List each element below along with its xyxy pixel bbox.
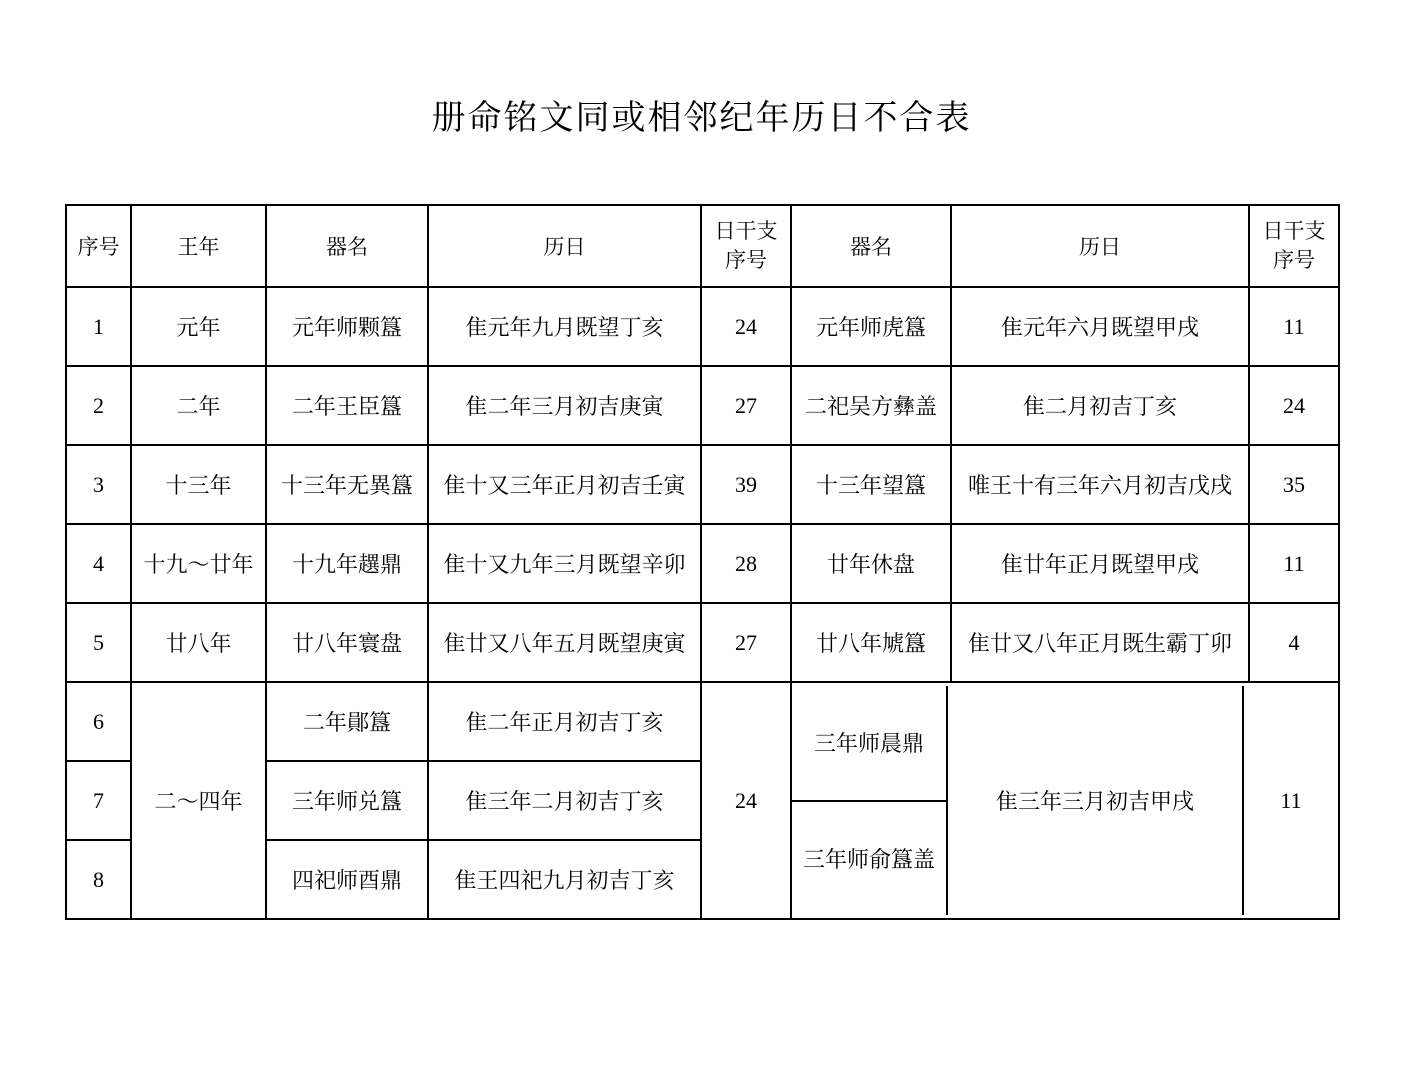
row5-ganzhi-right: 4 <box>1249 603 1339 682</box>
row1-ganzhi-left: 24 <box>701 287 791 366</box>
header-ganzhi-right-line1: 日干支 <box>1262 219 1326 243</box>
row7-vessel-left: 三年师兑簋 <box>266 761 428 840</box>
header-row <box>66 205 1339 287</box>
row4-vessel-left: 十九年趩鼎 <box>266 524 428 603</box>
row2-year: 二年 <box>131 366 266 445</box>
group-vessel-right-top: 三年师晨鼎 <box>792 686 946 802</box>
header-wangnian: 王年 <box>131 205 266 287</box>
row2-date-right: 隹二月初吉丁亥 <box>951 366 1249 445</box>
row1-no: 1 <box>66 287 131 366</box>
row5-no: 5 <box>66 603 131 682</box>
table-row <box>66 603 1339 682</box>
row4-vessel-right: 廿年休盘 <box>791 524 951 603</box>
row1-vessel-right: 元年师虎簋 <box>791 287 951 366</box>
row5-year: 廿八年 <box>131 603 266 682</box>
header-ganzhi-right <box>1249 205 1339 287</box>
row2-no: 2 <box>66 366 131 445</box>
row2-ganzhi-left: 27 <box>701 366 791 445</box>
row2-vessel-right: 二祀吴方彝盖 <box>791 366 951 445</box>
group-ganzhi-left: 24 <box>701 682 791 919</box>
group-right-vessels <box>792 686 948 915</box>
row5-ganzhi-left: 27 <box>701 603 791 682</box>
row8-vessel-left: 四祀师酉鼎 <box>266 840 428 919</box>
table-row <box>66 366 1339 445</box>
row7-date-left: 隹三年二月初吉丁亥 <box>428 761 701 840</box>
row1-vessel-left: 元年师颗簋 <box>266 287 428 366</box>
row3-vessel-left: 十三年无異簋 <box>266 445 428 524</box>
row3-date-left: 隹十又三年正月初吉壬寅 <box>428 445 701 524</box>
header-liri-right: 历日 <box>951 205 1249 287</box>
row4-year: 十九～廿年 <box>131 524 266 603</box>
row2-vessel-left: 二年王臣簋 <box>266 366 428 445</box>
row6-date-left: 隹二年正月初吉丁亥 <box>428 682 701 761</box>
row3-ganzhi-right: 35 <box>1249 445 1339 524</box>
row1-date-left: 隹元年九月既望丁亥 <box>428 287 701 366</box>
row5-date-right: 隹廿又八年正月既生霸丁卯 <box>951 603 1249 682</box>
row1-year: 元年 <box>131 287 266 366</box>
row7-no: 7 <box>66 761 131 840</box>
group-vessel-right-bottom: 三年师俞簋盖 <box>802 846 935 872</box>
table-row <box>66 682 1339 761</box>
row1-date-right: 隹元年六月既望甲戌 <box>951 287 1249 366</box>
row4-no: 4 <box>66 524 131 603</box>
row1-ganzhi-right: 11 <box>1249 287 1339 366</box>
group-ganzhi-right: 11 <box>1280 787 1302 813</box>
row4-ganzhi-right: 11 <box>1249 524 1339 603</box>
row8-date-left: 隹王四祀九月初吉丁亥 <box>428 840 701 919</box>
page-title: 册命铭文同或相邻纪年历日不合表 <box>431 100 972 137</box>
row2-ganzhi-right: 24 <box>1249 366 1339 445</box>
row3-no: 3 <box>66 445 131 524</box>
row3-year: 十三年 <box>131 445 266 524</box>
row4-date-right: 隹廿年正月既望甲戌 <box>951 524 1249 603</box>
header-liri-left: 历日 <box>428 205 701 287</box>
row3-vessel-right: 十三年望簋 <box>791 445 951 524</box>
row2-date-left: 隹二年三月初吉庚寅 <box>428 366 701 445</box>
header-qiming-left: 器名 <box>266 205 428 287</box>
header-ganzhi-left <box>701 205 791 287</box>
group-right-block <box>791 682 1339 919</box>
row5-vessel-right: 廿八年虓簋 <box>791 603 951 682</box>
row3-ganzhi-left: 39 <box>701 445 791 524</box>
row4-ganzhi-left: 28 <box>701 524 791 603</box>
row4-date-left: 隹十又九年三月既望辛卯 <box>428 524 701 603</box>
group-right-grid <box>792 686 1338 915</box>
group-date-right: 隹三年三月初吉甲戌 <box>948 686 1244 915</box>
header-qiming-right: 器名 <box>791 205 951 287</box>
row5-date-left: 隹廿又八年五月既望庚寅 <box>428 603 701 682</box>
header-ganzhi-left-line2: 序号 <box>725 248 767 272</box>
row8-no: 8 <box>66 840 131 919</box>
header-ganzhi-right-line2: 序号 <box>1273 248 1315 272</box>
row3-date-right: 唯王十有三年六月初吉戊戌 <box>951 445 1249 524</box>
group-year: 二～四年 <box>131 682 266 919</box>
header-xuhao: 序号 <box>66 205 131 287</box>
row6-no: 6 <box>66 682 131 761</box>
table-row <box>66 287 1339 366</box>
table-row <box>66 524 1339 603</box>
comparison-table <box>65 204 1340 920</box>
table-row <box>66 445 1339 524</box>
row6-vessel-left: 二年鄖簋 <box>266 682 428 761</box>
row5-vessel-left: 廿八年寰盘 <box>266 603 428 682</box>
header-ganzhi-left-line1: 日干支 <box>714 219 778 243</box>
